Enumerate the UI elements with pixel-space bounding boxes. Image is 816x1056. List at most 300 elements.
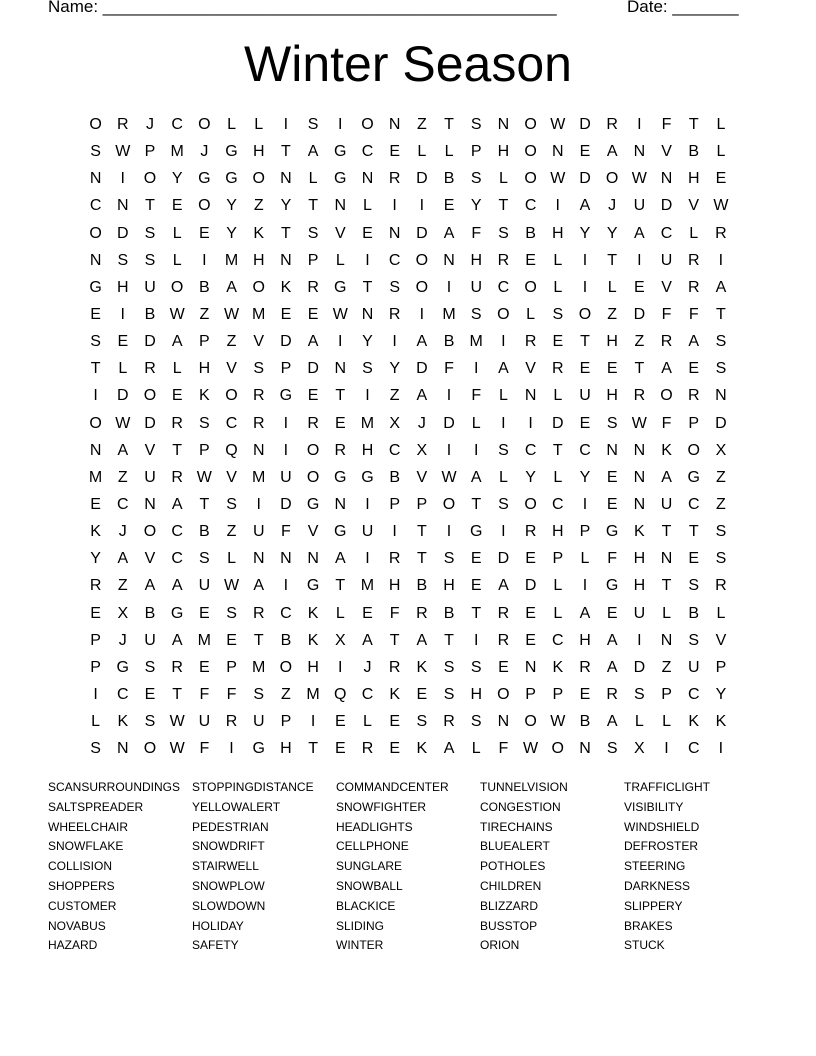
- grid-letter[interactable]: E: [362, 224, 373, 242]
- grid-letter[interactable]: Z: [607, 305, 618, 323]
- grid-letter[interactable]: L: [498, 387, 508, 405]
- grid-letter[interactable]: Y: [579, 468, 591, 486]
- grid-letter[interactable]: S: [226, 495, 237, 513]
- grid-letter[interactable]: I: [365, 495, 370, 513]
- grid-letter[interactable]: I: [202, 251, 207, 269]
- grid-letter[interactable]: I: [473, 360, 479, 378]
- grid-letter[interactable]: H: [633, 577, 646, 595]
- grid-letter[interactable]: I: [120, 305, 125, 323]
- grid-letter[interactable]: C: [524, 441, 537, 459]
- grid-letter[interactable]: U: [633, 197, 646, 215]
- grid-letter[interactable]: X: [117, 604, 129, 622]
- grid-letter[interactable]: K: [90, 523, 101, 541]
- grid-letter[interactable]: M: [252, 305, 266, 323]
- grid-letter[interactable]: U: [252, 713, 265, 731]
- grid-letter[interactable]: R: [715, 577, 727, 595]
- grid-letter[interactable]: E: [199, 224, 210, 242]
- grid-letter[interactable]: D: [416, 170, 428, 188]
- grid-letter[interactable]: I: [582, 278, 588, 296]
- grid-letter[interactable]: H: [552, 224, 564, 242]
- grid-letter[interactable]: L: [91, 713, 101, 731]
- grid-letter[interactable]: K: [117, 713, 129, 731]
- grid-letter[interactable]: L: [227, 116, 236, 133]
- grid-letter[interactable]: T: [172, 685, 183, 703]
- grid-letter[interactable]: S: [470, 713, 482, 731]
- grid-letter[interactable]: K: [634, 523, 645, 541]
- grid-letter[interactable]: B: [416, 577, 428, 595]
- grid-letter[interactable]: P: [552, 550, 564, 568]
- grid-letter[interactable]: N: [334, 495, 347, 513]
- grid-letter[interactable]: V: [688, 197, 700, 215]
- grid-letter[interactable]: J: [145, 116, 154, 133]
- grid-letter[interactable]: F: [471, 224, 482, 242]
- grid-letter[interactable]: S: [634, 685, 645, 703]
- grid-letter[interactable]: C: [117, 495, 129, 513]
- grid-letter[interactable]: E: [606, 495, 618, 513]
- grid-letter[interactable]: V: [334, 224, 346, 242]
- grid-letter[interactable]: C: [171, 116, 183, 133]
- grid-letter[interactable]: G: [334, 170, 347, 188]
- grid-letter[interactable]: I: [256, 495, 261, 513]
- grid-letter[interactable]: G: [687, 468, 700, 486]
- grid-letter[interactable]: L: [553, 278, 563, 296]
- grid-letter[interactable]: K: [307, 604, 319, 622]
- grid-letter[interactable]: O: [442, 495, 456, 513]
- grid-letter[interactable]: A: [443, 224, 455, 242]
- grid-letter[interactable]: N: [633, 441, 646, 459]
- grid-letter[interactable]: G: [605, 523, 619, 541]
- grid-letter[interactable]: I: [446, 441, 452, 459]
- grid-letter[interactable]: E: [171, 197, 183, 215]
- grid-letter[interactable]: E: [606, 604, 618, 622]
- grid-letter[interactable]: I: [120, 170, 125, 188]
- grid-letter[interactable]: T: [253, 631, 264, 649]
- grid-letter[interactable]: P: [661, 685, 672, 703]
- grid-letter[interactable]: Z: [226, 333, 237, 351]
- grid-letter[interactable]: L: [553, 577, 563, 595]
- grid-letter[interactable]: C: [361, 143, 374, 161]
- grid-letter[interactable]: S: [416, 713, 428, 731]
- grid-letter[interactable]: I: [582, 495, 588, 513]
- grid-letter[interactable]: V: [144, 550, 156, 568]
- grid-letter[interactable]: W: [196, 468, 212, 486]
- grid-letter[interactable]: L: [716, 604, 726, 622]
- grid-letter[interactable]: O: [415, 278, 429, 296]
- grid-letter[interactable]: H: [633, 550, 646, 568]
- grid-letter[interactable]: W: [631, 170, 647, 188]
- grid-letter[interactable]: R: [606, 116, 618, 133]
- grid-letter[interactable]: R: [660, 333, 673, 351]
- grid-letter[interactable]: E: [606, 468, 618, 486]
- grid-letter[interactable]: T: [145, 197, 155, 215]
- grid-letter[interactable]: R: [171, 468, 183, 486]
- grid-letter[interactable]: T: [416, 523, 427, 541]
- grid-letter[interactable]: H: [606, 333, 618, 351]
- grid-letter[interactable]: Z: [634, 333, 645, 351]
- grid-letter[interactable]: A: [498, 577, 509, 595]
- grid-letter[interactable]: Y: [90, 550, 101, 568]
- grid-letter[interactable]: T: [688, 116, 699, 133]
- grid-letter[interactable]: O: [551, 740, 564, 758]
- grid-letter[interactable]: A: [606, 631, 618, 649]
- grid-letter[interactable]: L: [444, 143, 454, 161]
- grid-letter[interactable]: T: [471, 604, 482, 622]
- grid-letter[interactable]: S: [117, 251, 129, 269]
- grid-letter[interactable]: H: [606, 387, 618, 405]
- grid-letter[interactable]: W: [631, 414, 647, 432]
- grid-letter[interactable]: E: [525, 550, 536, 568]
- grid-letter[interactable]: O: [306, 468, 320, 486]
- grid-letter[interactable]: X: [334, 631, 346, 649]
- grid-letter[interactable]: S: [144, 658, 156, 676]
- grid-letter[interactable]: I: [555, 197, 560, 215]
- grid-letter[interactable]: E: [307, 305, 319, 323]
- grid-letter[interactable]: O: [605, 170, 619, 188]
- grid-letter[interactable]: P: [90, 658, 101, 676]
- grid-letter[interactable]: S: [443, 550, 455, 568]
- grid-letter[interactable]: A: [334, 550, 346, 568]
- grid-letter[interactable]: U: [144, 468, 156, 486]
- grid-letter[interactable]: W: [550, 116, 566, 133]
- grid-letter[interactable]: U: [198, 713, 211, 731]
- grid-letter[interactable]: P: [199, 333, 210, 351]
- grid-letter[interactable]: T: [498, 197, 509, 215]
- grid-letter[interactable]: N: [307, 550, 319, 568]
- grid-letter[interactable]: Z: [199, 305, 210, 323]
- grid-letter[interactable]: P: [579, 523, 591, 541]
- grid-letter[interactable]: B: [199, 523, 210, 541]
- grid-letter[interactable]: E: [307, 387, 319, 405]
- grid-letter[interactable]: P: [688, 414, 700, 432]
- grid-letter[interactable]: S: [253, 360, 265, 378]
- grid-letter[interactable]: S: [715, 523, 727, 541]
- grid-letter[interactable]: W: [115, 414, 131, 432]
- grid-letter[interactable]: R: [89, 577, 102, 595]
- grid-letter[interactable]: E: [389, 740, 400, 758]
- grid-letter[interactable]: L: [227, 550, 236, 568]
- grid-letter[interactable]: V: [715, 631, 727, 649]
- grid-letter[interactable]: D: [660, 197, 673, 215]
- grid-letter[interactable]: I: [501, 333, 506, 351]
- grid-letter[interactable]: Y: [606, 224, 618, 242]
- grid-letter[interactable]: C: [687, 685, 700, 703]
- grid-letter[interactable]: C: [524, 197, 537, 215]
- grid-letter[interactable]: F: [471, 387, 482, 405]
- grid-letter[interactable]: W: [523, 740, 539, 758]
- grid-letter[interactable]: L: [172, 360, 182, 378]
- grid-letter[interactable]: D: [144, 333, 156, 351]
- grid-letter[interactable]: T: [607, 251, 618, 269]
- grid-letter[interactable]: W: [713, 197, 729, 215]
- grid-letter[interactable]: N: [524, 387, 537, 405]
- grid-letter[interactable]: K: [688, 713, 700, 731]
- grid-letter[interactable]: F: [607, 550, 618, 568]
- grid-letter[interactable]: G: [361, 468, 374, 486]
- grid-letter[interactable]: Y: [362, 333, 373, 351]
- grid-letter[interactable]: U: [144, 631, 156, 649]
- grid-letter[interactable]: N: [388, 224, 401, 242]
- grid-letter[interactable]: D: [117, 224, 129, 242]
- grid-letter[interactable]: P: [715, 658, 727, 676]
- grid-letter[interactable]: N: [361, 305, 374, 323]
- grid-letter[interactable]: N: [633, 468, 646, 486]
- grid-letter[interactable]: N: [579, 740, 591, 758]
- grid-letter[interactable]: I: [365, 251, 370, 269]
- grid-letter[interactable]: C: [361, 685, 374, 703]
- grid-letter[interactable]: L: [662, 713, 671, 731]
- grid-letter[interactable]: G: [279, 387, 293, 405]
- grid-letter[interactable]: L: [471, 414, 481, 432]
- grid-letter[interactable]: S: [470, 116, 482, 133]
- grid-letter[interactable]: L: [553, 468, 563, 486]
- grid-letter[interactable]: O: [198, 197, 211, 215]
- grid-letter[interactable]: V: [525, 360, 536, 378]
- grid-letter[interactable]: N: [252, 441, 265, 459]
- grid-letter[interactable]: H: [198, 360, 211, 378]
- grid-letter[interactable]: E: [606, 360, 618, 378]
- grid-letter[interactable]: O: [143, 740, 157, 758]
- grid-letter[interactable]: O: [524, 713, 537, 731]
- grid-letter[interactable]: M: [224, 251, 239, 269]
- grid-letter[interactable]: T: [661, 523, 672, 541]
- grid-letter[interactable]: C: [171, 523, 183, 541]
- grid-letter[interactable]: E: [498, 658, 509, 676]
- grid-letter[interactable]: X: [416, 441, 428, 459]
- grid-letter[interactable]: P: [307, 251, 319, 269]
- grid-letter[interactable]: W: [441, 468, 457, 486]
- grid-letter[interactable]: A: [661, 360, 672, 378]
- grid-letter[interactable]: O: [198, 116, 211, 133]
- grid-letter[interactable]: N: [660, 550, 673, 568]
- grid-letter[interactable]: K: [416, 740, 428, 758]
- grid-letter[interactable]: A: [579, 197, 591, 215]
- grid-letter[interactable]: B: [688, 143, 700, 161]
- grid-letter[interactable]: S: [443, 685, 455, 703]
- grid-letter[interactable]: R: [497, 604, 510, 622]
- grid-letter[interactable]: K: [715, 713, 727, 731]
- grid-letter[interactable]: P: [470, 143, 482, 161]
- grid-letter[interactable]: C: [687, 740, 700, 758]
- grid-letter[interactable]: D: [416, 224, 428, 242]
- grid-letter[interactable]: V: [144, 441, 156, 459]
- grid-letter[interactable]: H: [280, 740, 292, 758]
- grid-letter[interactable]: A: [307, 333, 319, 351]
- grid-letter[interactable]: W: [550, 170, 566, 188]
- grid-letter[interactable]: H: [687, 170, 700, 188]
- grid-letter[interactable]: O: [361, 116, 374, 133]
- grid-letter[interactable]: H: [388, 577, 401, 595]
- grid-letter[interactable]: C: [497, 278, 510, 296]
- grid-letter[interactable]: O: [306, 441, 320, 459]
- grid-letter[interactable]: M: [252, 468, 266, 486]
- grid-letter[interactable]: I: [338, 658, 343, 676]
- grid-letter[interactable]: M: [197, 631, 211, 649]
- grid-letter[interactable]: Y: [579, 224, 591, 242]
- grid-letter[interactable]: M: [442, 305, 456, 323]
- grid-letter[interactable]: F: [498, 740, 509, 758]
- grid-letter[interactable]: L: [172, 224, 182, 242]
- grid-letter[interactable]: P: [90, 631, 101, 649]
- grid-letter[interactable]: S: [688, 577, 700, 595]
- grid-letter[interactable]: B: [280, 631, 292, 649]
- grid-letter[interactable]: O: [578, 305, 592, 323]
- grid-letter[interactable]: F: [389, 604, 400, 622]
- grid-letter[interactable]: S: [715, 360, 727, 378]
- grid-letter[interactable]: A: [606, 713, 618, 731]
- grid-letter[interactable]: Z: [281, 685, 291, 703]
- grid-letter[interactable]: E: [334, 713, 346, 731]
- grid-letter[interactable]: I: [93, 685, 98, 703]
- grid-letter[interactable]: Y: [226, 197, 237, 215]
- grid-letter[interactable]: S: [498, 224, 509, 242]
- grid-letter[interactable]: F: [199, 685, 210, 703]
- grid-letter[interactable]: N: [252, 550, 265, 568]
- grid-letter[interactable]: N: [552, 143, 564, 161]
- grid-letter[interactable]: T: [172, 441, 183, 459]
- grid-letter[interactable]: T: [444, 116, 454, 133]
- grid-letter[interactable]: H: [361, 441, 374, 459]
- grid-letter[interactable]: V: [307, 523, 319, 541]
- grid-letter[interactable]: S: [470, 658, 482, 676]
- grid-letter[interactable]: U: [660, 495, 673, 513]
- grid-letter[interactable]: G: [225, 170, 238, 188]
- grid-letter[interactable]: G: [334, 278, 347, 296]
- grid-letter[interactable]: R: [252, 414, 265, 432]
- grid-letter[interactable]: R: [334, 441, 347, 459]
- grid-letter[interactable]: G: [306, 577, 320, 595]
- grid-letter[interactable]: I: [365, 550, 370, 568]
- grid-letter[interactable]: E: [634, 278, 645, 296]
- grid-letter[interactable]: T: [634, 360, 645, 378]
- grid-letter[interactable]: T: [661, 577, 672, 595]
- grid-letter[interactable]: N: [280, 170, 292, 188]
- grid-letter[interactable]: E: [470, 577, 482, 595]
- grid-letter[interactable]: A: [579, 604, 591, 622]
- grid-letter[interactable]: E: [525, 251, 536, 269]
- grid-letter[interactable]: U: [144, 278, 156, 296]
- grid-letter[interactable]: G: [89, 278, 102, 296]
- grid-letter[interactable]: H: [252, 251, 265, 269]
- grid-letter[interactable]: D: [579, 116, 591, 133]
- grid-letter[interactable]: A: [498, 360, 509, 378]
- grid-letter[interactable]: E: [389, 713, 400, 731]
- grid-letter[interactable]: S: [199, 550, 210, 568]
- grid-letter[interactable]: E: [579, 143, 591, 161]
- grid-letter[interactable]: S: [307, 116, 319, 133]
- grid-letter[interactable]: K: [307, 631, 319, 649]
- grid-letter[interactable]: L: [335, 604, 345, 622]
- grid-letter[interactable]: H: [470, 685, 482, 703]
- grid-letter[interactable]: W: [169, 740, 185, 758]
- grid-letter[interactable]: E: [171, 387, 183, 405]
- grid-letter[interactable]: C: [225, 414, 238, 432]
- grid-letter[interactable]: I: [637, 251, 642, 269]
- grid-letter[interactable]: D: [117, 387, 129, 405]
- grid-letter[interactable]: K: [280, 278, 292, 296]
- grid-letter[interactable]: O: [89, 116, 102, 133]
- grid-letter[interactable]: L: [363, 197, 372, 215]
- grid-letter[interactable]: G: [252, 740, 265, 758]
- grid-letter[interactable]: E: [144, 685, 156, 703]
- grid-letter[interactable]: S: [253, 685, 265, 703]
- grid-letter[interactable]: N: [334, 360, 347, 378]
- grid-letter[interactable]: N: [715, 387, 727, 405]
- grid-letter[interactable]: N: [361, 170, 374, 188]
- grid-letter[interactable]: R: [144, 360, 156, 378]
- grid-letter[interactable]: I: [229, 740, 234, 758]
- grid-letter[interactable]: P: [552, 685, 564, 703]
- grid-letter[interactable]: E: [362, 604, 373, 622]
- grid-letter[interactable]: Z: [226, 523, 237, 541]
- grid-letter[interactable]: A: [362, 631, 373, 649]
- grid-letter[interactable]: N: [280, 251, 292, 269]
- grid-letter[interactable]: R: [524, 333, 537, 351]
- grid-letter[interactable]: S: [362, 360, 373, 378]
- grid-letter[interactable]: I: [283, 414, 289, 432]
- grid-letter[interactable]: I: [419, 305, 425, 323]
- grid-letter[interactable]: Z: [416, 116, 427, 133]
- grid-letter[interactable]: A: [307, 143, 319, 161]
- grid-letter[interactable]: O: [660, 387, 673, 405]
- grid-letter[interactable]: A: [606, 658, 618, 676]
- grid-letter[interactable]: A: [171, 631, 183, 649]
- grid-letter[interactable]: V: [253, 333, 265, 351]
- grid-letter[interactable]: P: [525, 685, 536, 703]
- grid-letter[interactable]: H: [443, 577, 455, 595]
- grid-letter[interactable]: P: [199, 441, 210, 459]
- grid-letter[interactable]: L: [553, 604, 563, 622]
- grid-letter[interactable]: L: [607, 278, 617, 296]
- grid-letter[interactable]: L: [417, 143, 427, 161]
- grid-letter[interactable]: A: [416, 333, 428, 351]
- grid-letter[interactable]: Y: [525, 468, 536, 486]
- grid-letter[interactable]: O: [279, 658, 293, 676]
- grid-letter[interactable]: N: [633, 495, 646, 513]
- grid-letter[interactable]: I: [473, 631, 479, 649]
- grid-letter[interactable]: E: [389, 143, 400, 161]
- grid-letter[interactable]: C: [579, 441, 591, 459]
- grid-letter[interactable]: G: [334, 143, 347, 161]
- grid-letter[interactable]: T: [90, 360, 101, 378]
- grid-letter[interactable]: J: [608, 197, 617, 215]
- grid-letter[interactable]: I: [446, 387, 452, 405]
- grid-letter[interactable]: R: [171, 658, 183, 676]
- grid-letter[interactable]: N: [89, 170, 102, 188]
- grid-letter[interactable]: D: [497, 550, 510, 568]
- grid-letter[interactable]: N: [497, 713, 510, 731]
- grid-letter[interactable]: I: [446, 523, 452, 541]
- grid-letter[interactable]: I: [365, 387, 370, 405]
- grid-letter[interactable]: D: [280, 333, 292, 351]
- grid-letter[interactable]: S: [144, 251, 156, 269]
- grid-letter[interactable]: E: [90, 305, 101, 323]
- grid-letter[interactable]: X: [389, 414, 400, 432]
- grid-letter[interactable]: U: [280, 468, 292, 486]
- grid-letter[interactable]: B: [579, 713, 591, 731]
- grid-letter[interactable]: Z: [117, 577, 128, 595]
- grid-letter[interactable]: C: [280, 604, 292, 622]
- grid-letter[interactable]: S: [498, 495, 509, 513]
- grid-letter[interactable]: S: [90, 333, 101, 351]
- grid-letter[interactable]: O: [524, 278, 537, 296]
- grid-letter[interactable]: Z: [117, 468, 128, 486]
- grid-letter[interactable]: L: [716, 143, 726, 161]
- grid-letter[interactable]: I: [392, 523, 397, 541]
- grid-letter[interactable]: N: [117, 197, 129, 215]
- grid-letter[interactable]: R: [171, 414, 183, 432]
- grid-letter[interactable]: J: [200, 143, 209, 161]
- grid-letter[interactable]: B: [443, 604, 455, 622]
